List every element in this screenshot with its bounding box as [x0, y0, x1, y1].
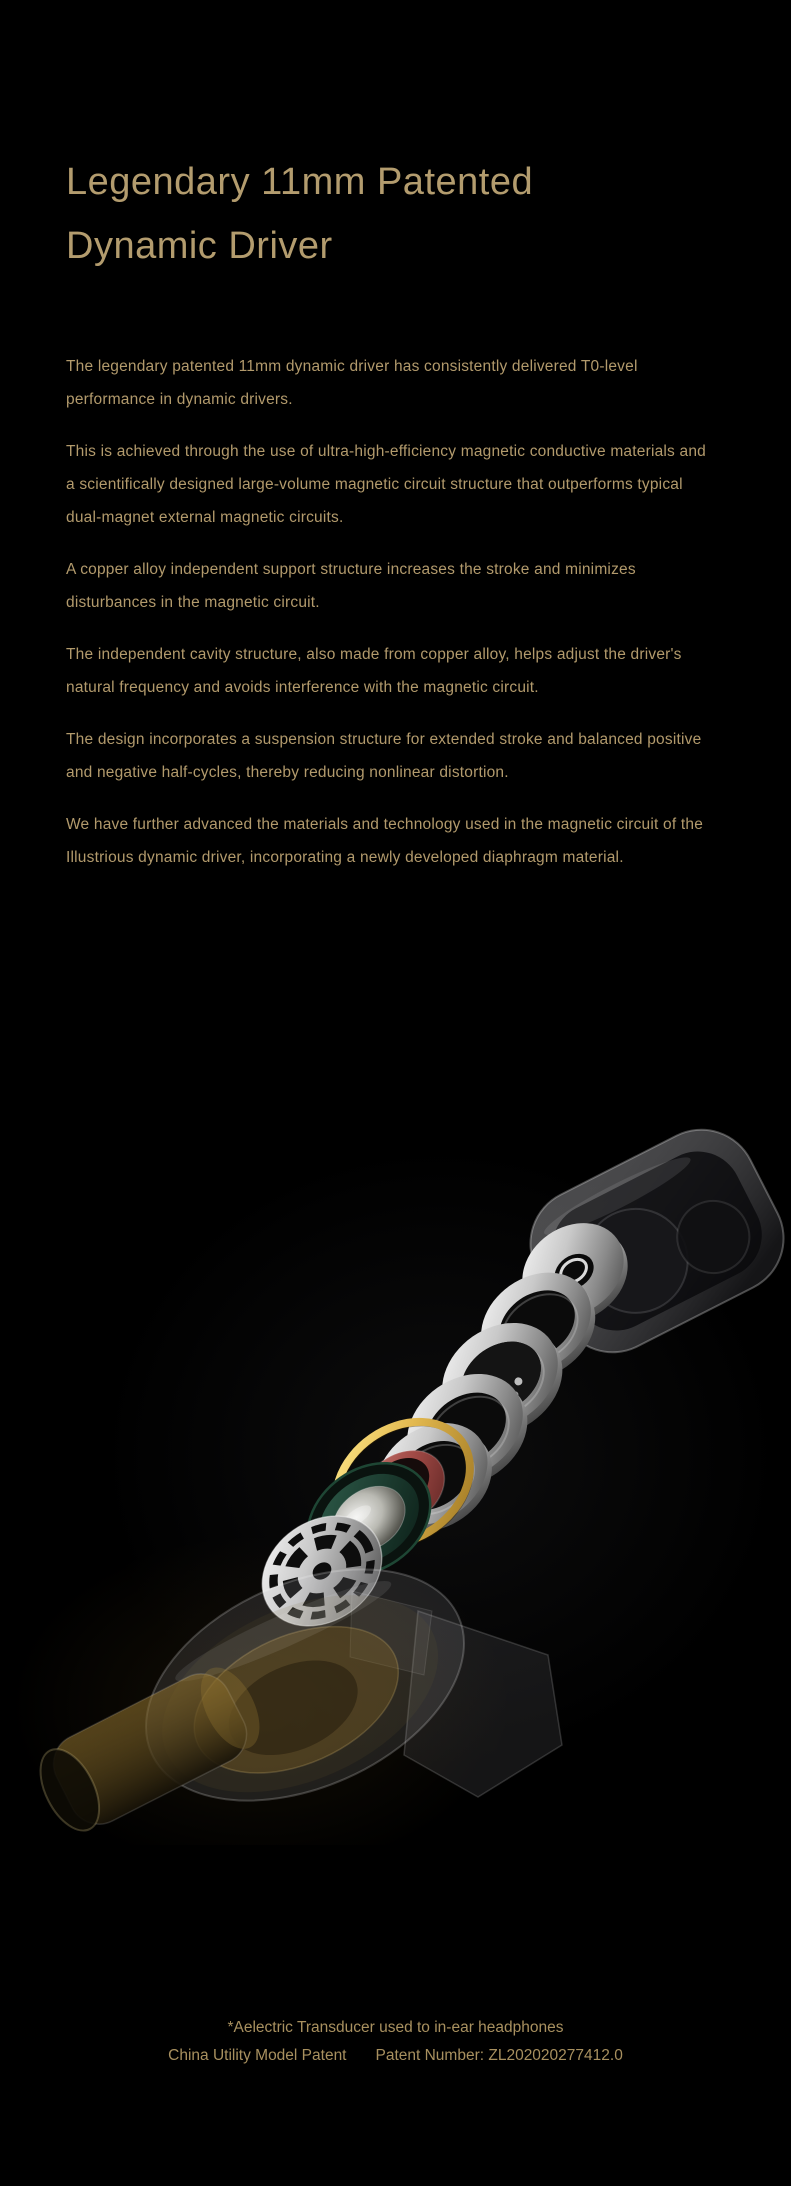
footnote: *Aelectric Transducer used to in-ear headphones	[227, 2019, 564, 2036]
body-paragraph: A copper alloy independent support structure increases the stroke and minimizes disturbances in the magnetic circuit.	[66, 561, 636, 611]
page-title-line1: Legendary 11mm Patented	[66, 161, 534, 203]
page-title	[66, 150, 533, 278]
patent-footer	[0, 2014, 791, 2070]
body-paragraph: The independent cavity structure, also made from copper alloy, helps adjust the driver's natural frequency and avoids interference with the magnetic circuit.	[66, 646, 682, 696]
driver-exploded-view-image	[0, 1055, 791, 1845]
driver-exploded-svg	[0, 1055, 791, 1845]
body-copy	[66, 350, 711, 893]
body-paragraph: We have further advanced the materials and technology used in the magnetic circuit of the Illustrious dynamic driver, incorporating a newly developed diaphragm material.	[66, 816, 704, 866]
body-paragraph: This is achieved through the use of ultra-high-efficiency magnetic conductive materials and a scientifically designed large-volume magnetic circuit structure that outperforms typical dual-magnet external magnetic circuits.	[66, 443, 706, 526]
patent-number: Patent Number: ZL202020277412.0	[375, 2047, 623, 2064]
body-paragraph: The legendary patented 11mm dynamic driver has consistently delivered T0-level performance in dynamic drivers.	[66, 358, 638, 408]
body-paragraph: The design incorporates a suspension structure for extended stroke and balanced positive and negative half-cycles, thereby reducing nonlinear distortion.	[66, 731, 702, 781]
page-title-line2: Dynamic Driver	[66, 225, 333, 267]
patent-row	[0, 2042, 791, 2070]
patent-type: China Utility Model Patent	[168, 2047, 347, 2064]
